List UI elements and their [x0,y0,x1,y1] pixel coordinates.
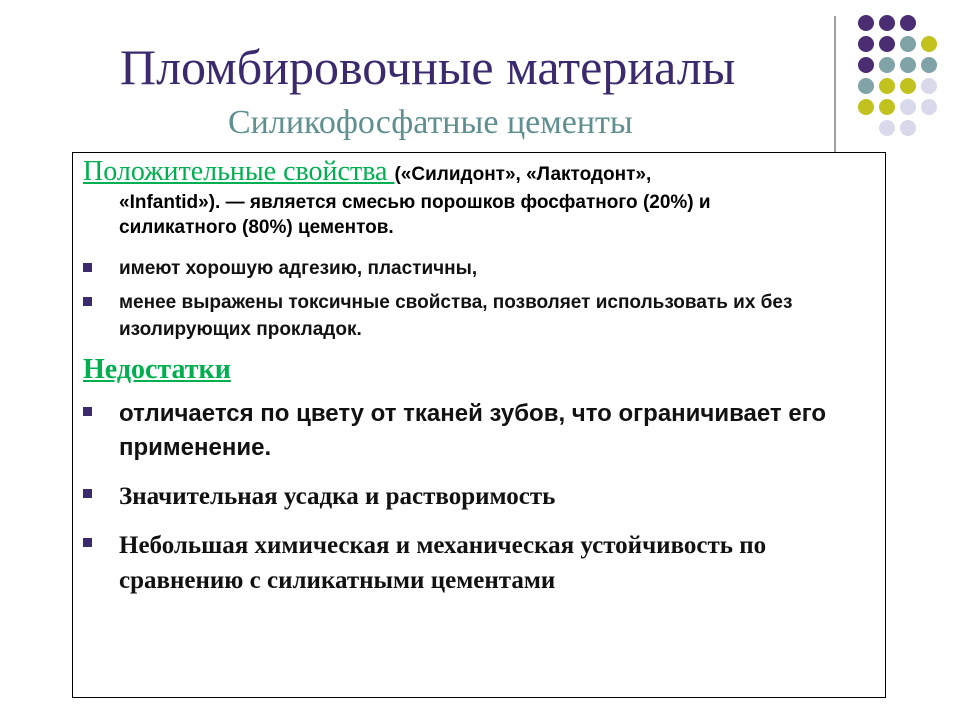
decorative-dot [900,78,916,94]
square-bullet-icon [83,263,92,272]
decorative-dot [858,78,874,94]
negative-heading-wrap [83,353,231,386]
decorative-dot [858,36,874,52]
positive-heading-link[interactable]: Положительные свойства [83,156,395,187]
positive-item-text: менее выражены токсичные свойства, позволяет использовать их без изолирующих прокладок. [119,292,793,340]
decorative-dot [879,57,895,73]
positive-intro [83,157,873,241]
decorative-dot [900,15,916,31]
list-item [73,397,873,465]
decorative-dot [900,57,916,73]
square-bullet-icon [83,538,92,547]
content-box [72,152,886,698]
positive-intro-line3: силикатного (80%) цементов. [119,217,394,238]
decorative-dot [921,78,937,94]
positive-intro-line1: («Силидонт», «Лактодонт», [394,164,652,185]
decorative-dot [921,57,937,73]
negative-item-text: отличается по цвету от тканей зубов, что ограничивает его применение. [119,400,827,461]
decorative-dot [921,36,937,52]
decorative-dot [879,120,895,136]
square-bullet-icon [83,297,92,306]
list-item [73,528,873,598]
square-bullet-icon [83,407,92,416]
decorative-dot [900,120,916,136]
positive-item-text: имеют хорошую адгезию, пластичны, [119,258,478,279]
list-item [73,255,873,282]
decorative-dot [900,36,916,52]
decorative-dot [879,99,895,115]
decorative-dot [858,99,874,115]
negative-item-text: Значительная усадка и растворимость [119,483,556,510]
list-item [73,479,873,514]
slide-title: Пломбировочные материалы [120,39,736,95]
decorative-dot [900,99,916,115]
decorative-dot [879,78,895,94]
decorative-dot [858,57,874,73]
decorative-dot [879,36,895,52]
square-bullet-icon [83,489,92,498]
decorative-dot [921,99,937,115]
positive-list [73,255,873,350]
negative-list [73,397,873,612]
negative-item-text: Небольшая химическая и механическая устойчивость по сравнению с силикатными цементами [119,532,767,594]
list-item [73,289,873,343]
negative-heading-link[interactable]: Недостатки [83,354,231,385]
positive-intro-line2: «Infantid»). — является смесью порошков фосфатного (20%) и [119,192,711,213]
decorative-dot [879,15,895,31]
decorative-dot [858,15,874,31]
slide-subtitle: Силикофосфатные цементы [228,104,633,141]
